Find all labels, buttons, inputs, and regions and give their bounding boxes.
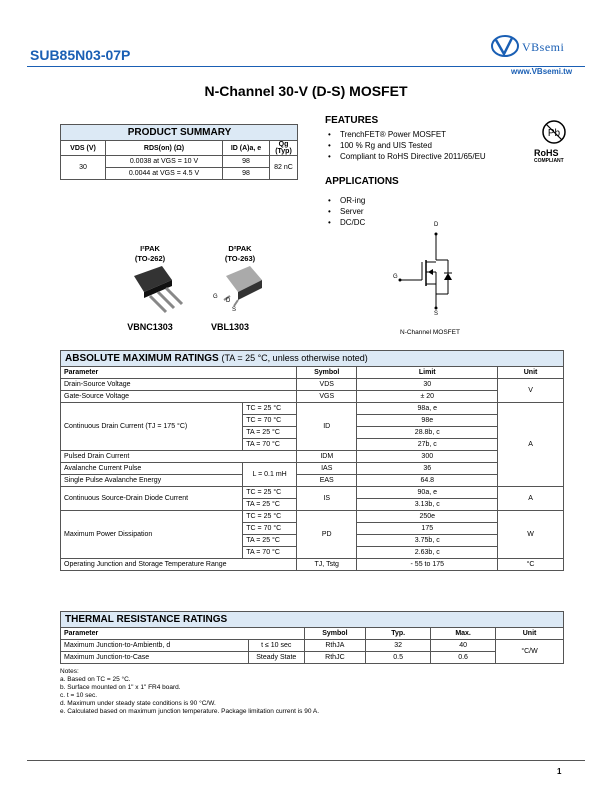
pb-free-icon — [534, 118, 574, 148]
col-typ: Typ. — [366, 628, 431, 640]
typ: 32 — [366, 640, 431, 652]
absolute-maximum-ratings-table — [60, 350, 564, 571]
condition: Steady State — [248, 652, 304, 664]
abs-max-heading: ABSOLUTE MAXIMUM RATINGS — [65, 353, 219, 364]
condition: TC = 70 °C — [243, 523, 297, 535]
condition: TC = 25 °C — [243, 487, 297, 499]
condition: t ≤ 10 sec — [248, 640, 304, 652]
param-junction-case: Maximum Junction-to-Case — [61, 652, 249, 664]
symbol: IAS — [297, 463, 357, 475]
id-value: 98 — [223, 156, 270, 168]
typ: 0.5 — [366, 652, 431, 664]
unit: °C — [498, 559, 564, 571]
limit: 175 — [357, 523, 498, 535]
condition: TA = 70 °C — [243, 547, 297, 559]
limit: 3.13b, c — [357, 499, 498, 511]
col-qg: Qg (Typ) — [270, 141, 298, 156]
symbol: ID — [297, 403, 357, 451]
limit: 90a, e — [357, 487, 498, 499]
schematic-caption: N-Channel MOSFET — [400, 329, 460, 336]
param-junction-ambient: Maximum Junction-to-Ambientb, d — [61, 640, 249, 652]
col-parameter: Parameter — [61, 367, 297, 379]
unit: A — [498, 487, 564, 511]
condition: TA = 70 °C — [243, 439, 297, 451]
limit: 64.8 — [357, 475, 498, 487]
schematic-source-label: S — [434, 311, 439, 317]
param-avalanche-energy: Single Pulse Avalanche Energy — [61, 475, 243, 487]
part-vbl1303: VBL1303 — [210, 322, 250, 332]
symbol: IDM — [297, 451, 357, 463]
list-item: • Compliant to RoHS Directive 2011/65/EU — [328, 151, 486, 162]
thermal-resistance-table — [60, 611, 564, 664]
part-vbnc1303: VBNC1303 — [127, 322, 173, 332]
page-number: 1 — [557, 767, 562, 776]
symbol: TJ, Tstg — [297, 559, 357, 571]
col-symbol: Symbol — [297, 367, 357, 379]
symbol: EAS — [297, 475, 357, 487]
param-avalanche-current: Avalanche Current Pulse — [61, 463, 243, 475]
rds-value: 0.0038 at VGS = 10 V — [106, 156, 223, 168]
condition: TC = 25 °C — [243, 511, 297, 523]
qg-value: 82 nC — [270, 156, 298, 180]
symbol: PD — [297, 511, 357, 559]
param-temperature-range: Operating Junction and Storage Temperature Range — [61, 559, 297, 571]
package-code: (TO-263) — [224, 254, 256, 263]
limit: 300 — [357, 451, 498, 463]
col-parameter: Parameter — [61, 628, 305, 640]
header-divider — [27, 66, 585, 67]
limit: 2.63b, c — [357, 547, 498, 559]
col-rds: RDS(on) (Ω) — [106, 141, 223, 156]
max: 0.6 — [431, 652, 496, 664]
rds-value: 0.0044 at VGS = 4.5 V — [106, 168, 223, 180]
max: 40 — [431, 640, 496, 652]
vds-value: 30 — [61, 156, 106, 180]
limit: 28.8b, c — [357, 427, 498, 439]
condition: TC = 25 °C — [243, 403, 297, 415]
limit: 250e — [357, 511, 498, 523]
symbol: VGS — [297, 391, 357, 403]
list-item: • OR-ing — [328, 195, 365, 206]
col-symbol: Symbol — [304, 628, 366, 640]
list-item: • TrenchFET® Power MOSFET — [328, 129, 486, 140]
rohs-sub: COMPLIANT — [534, 158, 564, 164]
col-unit: Unit — [498, 367, 564, 379]
condition: TC = 70 °C — [243, 415, 297, 427]
note-line: c. t = 10 sec. — [60, 692, 98, 699]
symbol: RthJA — [304, 640, 366, 652]
note-line: Notes: — [60, 668, 79, 675]
col-vds: VDS (V) — [61, 141, 106, 156]
unit: V — [498, 379, 564, 403]
condition: L = 0.1 mH — [243, 463, 297, 487]
param-drain-source: Drain-Source Voltage — [61, 379, 297, 391]
limit: 98a, e — [357, 403, 498, 415]
note-line: e. Calculated based on maximum junction temperature. Package limitation current is 90 A. — [60, 708, 320, 715]
features-list — [328, 129, 486, 162]
param-continuous-drain: Continuous Drain Current (TJ = 175 °C) — [61, 403, 243, 451]
col-limit: Limit — [357, 367, 498, 379]
param-pulsed-drain: Pulsed Drain Current — [61, 451, 297, 463]
package-code: (TO-262) — [134, 254, 166, 263]
limit: 98e — [357, 415, 498, 427]
limit: 36 — [357, 463, 498, 475]
param-gate-source: Gate-Source Voltage — [61, 391, 297, 403]
i2pak-package-icon — [128, 266, 196, 316]
rohs-label: RoHS — [534, 148, 559, 158]
param-power-dissipation: Maximum Power Dissipation — [61, 511, 243, 559]
nchannel-mosfet-symbol-icon — [390, 222, 470, 322]
abs-max-condition: (TA = 25 °C, unless otherwise noted) — [221, 353, 368, 363]
product-summary-table — [60, 124, 298, 180]
brand-name: VBsemi — [522, 40, 565, 54]
limit: 3.75b, c — [357, 535, 498, 547]
features-heading: FEATURES — [325, 115, 379, 126]
footer-divider — [27, 760, 585, 761]
unit: W — [498, 511, 564, 559]
note-line: d. Maximum under steady state conditions is 90 °C/W. — [60, 700, 216, 707]
document-title: N-Channel 30-V (D-S) MOSFET — [204, 83, 408, 99]
note-line: b. Surface mounted on 1" x 1" FR4 board. — [60, 684, 181, 691]
list-item: • DC/DC — [328, 217, 365, 228]
pin-label-g: G — [213, 294, 218, 300]
col-max: Max. — [431, 628, 496, 640]
schematic-gate-label: G — [393, 274, 398, 280]
pin-label-d: D — [226, 298, 231, 304]
unit: A — [498, 403, 564, 487]
applications-heading: APPLICATIONS — [325, 176, 399, 187]
limit: ± 20 — [357, 391, 498, 403]
package-name: D²PAK — [228, 244, 252, 253]
condition: TA = 25 °C — [243, 535, 297, 547]
list-item: • Server — [328, 206, 365, 217]
param-diode-current: Continuous Source-Drain Diode Current — [61, 487, 243, 511]
thermal-heading: THERMAL RESISTANCE RATINGS — [61, 612, 564, 628]
limit: - 55 to 175 — [357, 559, 498, 571]
condition: TA = 25 °C — [243, 427, 297, 439]
condition: TA = 25 °C — [243, 499, 297, 511]
col-id: ID (A)a, e — [223, 141, 270, 156]
product-summary-heading: PRODUCT SUMMARY — [61, 125, 298, 141]
part-number: SUB85N03-07P — [30, 47, 131, 63]
pin-label-s: S — [232, 307, 237, 313]
id-value: 98 — [223, 168, 270, 180]
limit: 30 — [357, 379, 498, 391]
applications-list — [328, 195, 365, 228]
list-item: • 100 % Rg and UIS Tested — [328, 140, 486, 151]
symbol: VDS — [297, 379, 357, 391]
svg-text:Pb: Pb — [547, 128, 561, 139]
note-line: a. Based on TC = 25 °C. — [60, 676, 131, 683]
col-unit: Unit — [496, 628, 564, 640]
notes — [60, 668, 319, 716]
limit: 27b, c — [357, 439, 498, 451]
schematic-drain-label: D — [434, 222, 439, 228]
package-name: I²PAK — [140, 244, 160, 253]
website-url[interactable]: www.VBsemi.tw — [511, 67, 573, 76]
unit: °C/W — [496, 640, 564, 664]
symbol: RthJC — [304, 652, 366, 664]
symbol: IS — [297, 487, 357, 511]
